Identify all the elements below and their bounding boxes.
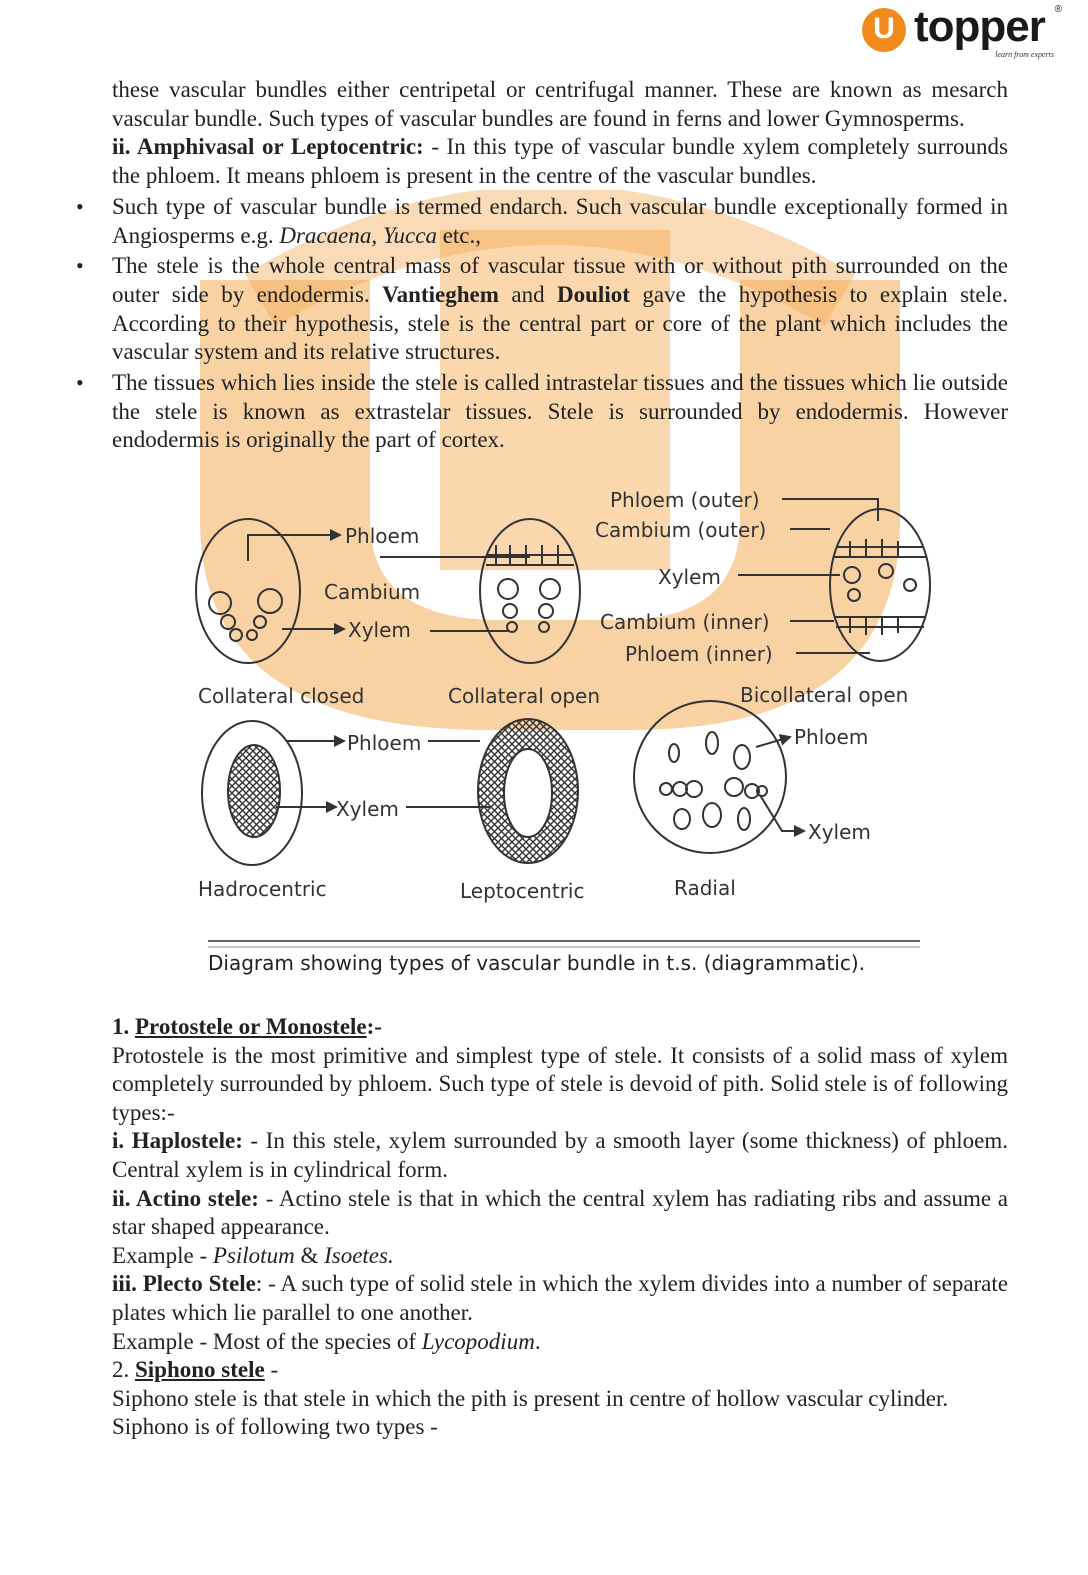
amphivasal-heading: ii. Amphivasal or Leptocentric: [112,134,424,160]
label-cambium-inner: Cambium (inner) [600,610,770,634]
example-prefix: Example - [112,1242,213,1268]
xylem-vessel [254,616,266,628]
xylem-vessel [844,567,860,583]
hadrocentric-xylem [228,745,280,837]
protostele-suffix: :- [366,1014,382,1039]
paragraph-mesarch: these vascular bundles either centripetal or centrifugal manner. These are known as mesarch vascular bundle. Such types of vascular bundles are found in ferns and lower Gymnosperms. [112,77,1008,131]
example-end: . [534,1328,541,1354]
xylem-vessel [503,604,517,618]
figure-caption: Diagram showing types of vascular bundle in t.s. (diagrammatic). [208,951,866,975]
actinostele-heading: ii. Actino stele: [112,1185,259,1211]
haplostele-heading: i. Haplostele: [112,1128,243,1154]
registered-mark: ® [1054,4,1062,15]
label-phloem-inner: Phloem (inner) [625,642,773,666]
example-isoetes: Isoetes. [324,1242,394,1268]
bullet-endarch [112,193,1008,250]
label-phloem-2: Phloem [347,731,422,755]
protostele-number: 1. [112,1014,135,1039]
xylem-strand [669,744,679,762]
siphonostele-number: 2. [112,1357,135,1383]
bullet-stele [112,252,1008,367]
example-prefix-2: Example - Most of the species of [112,1328,422,1354]
xylem-vessel [507,622,517,632]
protostele-title: Protostele or Monostele [135,1014,367,1039]
paragraph-plectostele [112,1270,1008,1327]
outer-cambium [834,539,926,557]
label-hadrocentric: Hadrocentric [198,877,327,901]
phloem-outer-pointer [782,499,878,521]
leptocentric-core [504,749,552,837]
xylem-vessel [539,604,553,618]
xylem-strand [706,732,718,754]
paragraph-haplostele [112,1127,1008,1184]
paragraph-actinostele [112,1185,1008,1242]
xylem-vessel [230,629,242,641]
paragraph-siphonostele-1: Siphono stele is that stele in which the pith is present in centre of hollow vascular cylinder. [112,1385,949,1411]
bullet-stele-and: and [498,281,558,307]
label-collateral-open: Collateral open [448,684,601,708]
example-amp: & [294,1242,325,1268]
collateral-open-outline [480,519,580,663]
bullet-endarch-end: etc., [436,222,482,248]
xylem-strand [725,778,743,796]
xylem-strand [674,809,690,829]
xylem-vessel [258,589,282,613]
phloem3-pointer [756,737,790,747]
xylem-vessel [209,592,231,614]
xylem-strand [686,781,702,797]
example-psilotum: Psilotum [212,1242,295,1268]
bullet-stele-text: The stele is the whole central mass of vascular tissue with or without pith surrounded on the outer side by endodermis. [112,253,1008,307]
xylem-vessel [904,579,916,591]
amphivasal-text: - In this type of vascular bundle xylem completely surrounds the phloem. It means phloem is present in the centre of the vascular bundles. [112,134,1008,189]
xylem-vessel [879,564,893,578]
example-actinostele [112,1242,1008,1271]
lower-content [112,1013,1008,1442]
label-xylem-mid: Xylem [658,565,721,589]
label-bicollateral-open: Bicollateral open [740,683,909,707]
label-xylem-2: Xylem [336,797,399,821]
example-lycopodium: Lycopodium [421,1328,535,1354]
xylem-strand [673,782,687,796]
haplostele-text: - In this stele, xylem surrounded by a smooth layer (some thickness) of phloem. Central xylem is in cylindrical form. [112,1128,1008,1182]
bullet-list [112,193,1008,455]
xylem-vessel [848,589,860,601]
xylem-strand [734,745,750,769]
bullet-endarch-examples: Dracaena, Yucca [279,222,437,248]
name-vantieghem: Vantieghem [382,281,499,307]
paragraph-siphonostele-2: Siphono is of following two types - [112,1414,438,1440]
xylem-vessel [540,579,560,599]
topper-logo [862,4,1062,62]
bullet-stele-text-2: gave the hypothesis to explain stele. According to their hypothesis, stele is the central part or core of the plant which includes the vascular system and its relative structures. [112,281,1008,365]
label-collateral-closed: Collateral closed [198,684,365,708]
xylem-vessel [498,579,518,599]
inner-cambium [834,617,926,635]
radial-outline [634,701,786,853]
actinostele-text: - Actino stele is that in which the central xylem has radiating ribs and assume a star shaped appearance. [112,1185,1009,1240]
plectostele-heading: iii. Plecto Stele [112,1271,256,1297]
heading-protostele [112,1013,1008,1042]
plectostele-text: : - A such type of solid stele in which the xylem divides into a number of separate plates which lie parallel to one another. [112,1271,1008,1325]
logo-tagline: learn from experts [995,50,1054,59]
vascular-bundle-diagram [190,485,950,995]
label-phloem-outer: Phloem (outer) [610,488,760,512]
xylem-strand [703,803,721,827]
logo-word: topper [914,2,1045,51]
label-xylem-3: Xylem [808,820,871,844]
cambium-band [486,545,574,565]
bullet-endarch-text: Such type of vascular bundle is termed endarch. Such vascular bundle exceptionally formed in Angiosperms e.g. [112,193,1008,248]
logo-mark: U [862,8,906,52]
label-phloem: Phloem [345,524,420,548]
name-douliot: Douliot [557,281,630,307]
label-cambium-outer: Cambium (outer) [595,518,767,542]
bullet-tissues: • The tissues which lies inside the stele is called intrastelar tissues and the tissues which lie outside the stele is known as extrastelar tissues. Stele is surrounded by endodermis. However endodermis is originally the part of cortex. [112,369,1008,455]
label-radial: Radial [674,876,736,900]
label-leptocentric: Leptocentric [460,879,585,903]
xylem-vessel [221,615,235,629]
heading-siphonostele [112,1356,1008,1385]
xylem-vessel [539,622,549,632]
paragraph-protostele: Protostele is the most primitive and simplest type of stele. It consists of a solid mass of xylem completely surrounded by phloem. Such type of stele is devoid of pith. Solid stele is of following types:- [112,1042,1008,1125]
xylem-strand [738,808,750,830]
label-xylem: Xylem [348,618,411,642]
xylem-strand [660,783,672,795]
xylem-vessel [247,630,257,640]
siphonostele-suffix: - [264,1357,279,1383]
example-plectostele [112,1328,1008,1357]
label-cambium: Cambium [324,580,421,604]
label-phloem-3: Phloem [794,725,869,749]
siphonostele-title: Siphono stele [135,1357,265,1383]
upper-content [112,76,1008,455]
paragraph-amphivasal [112,133,1008,190]
